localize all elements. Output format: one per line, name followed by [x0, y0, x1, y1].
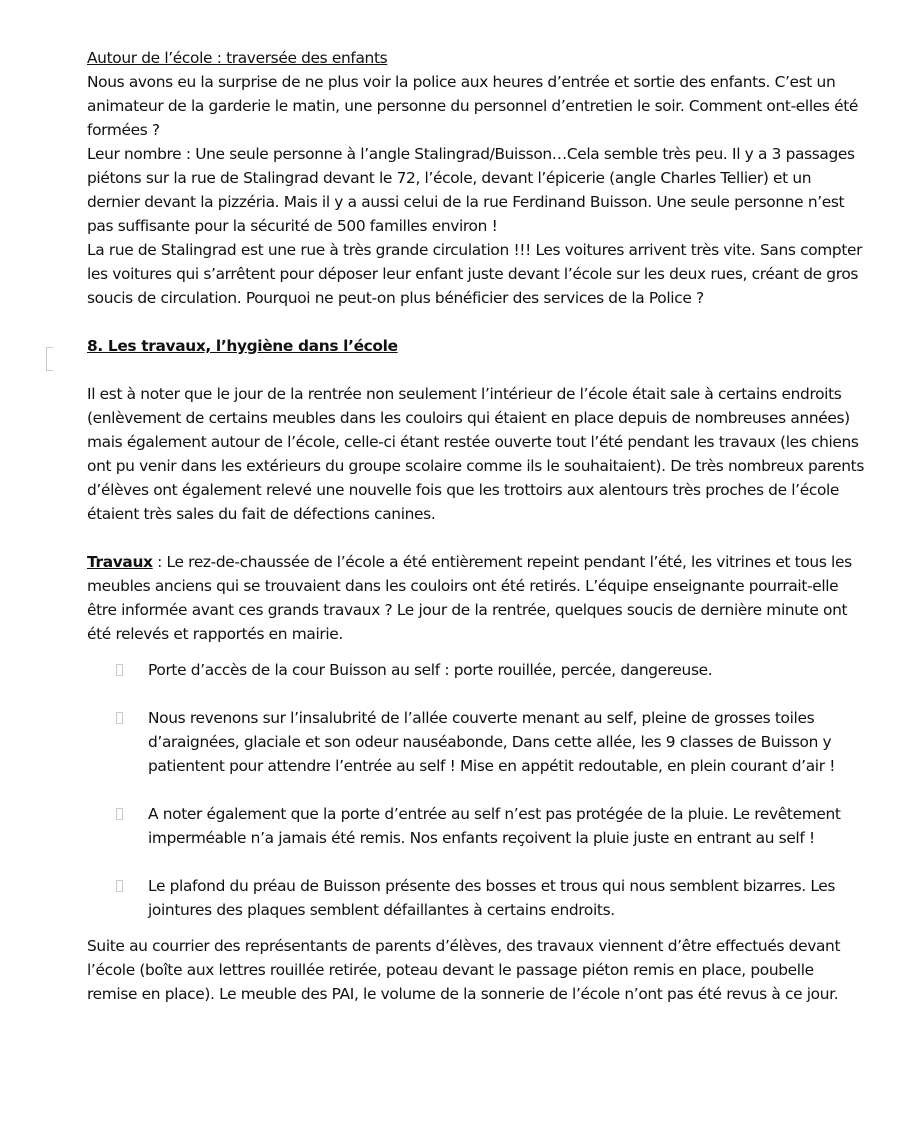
list-item: [87, 658, 867, 682]
list-item-text: Nous revenons sur l’insalubrité de l’allée couverte menant au self, pleine de grosses toiles d’araignées, glaciale et son odeur nauséabonde, Dans cette allée, les 9 classes de Buisson y patientent pour attendre l’entrée au self ! Mise en appétit redoutable, en plein courant d’air !: [148, 709, 836, 775]
works-intro-paragraph: Il est à noter que le jour de la rentrée non seulement l’intérieur de l’école était sale à certains endroits (enlèvement de certains meubles dans les couloirs qui étaient en place depuis de nombreuses années) mais également autour de l’école, celle-ci étant restée ouverte tout l’été pendant les travaux (les chiens ont pu venir dans les extérieurs du groupe scolaire comme ils le souhaitaient). De très nombreux parents d’élèves ont également relevé une nouvelle fois que les trottoirs aux alentours très proches de l’école étaient très sales du fait de défections canines.: [87, 385, 865, 523]
works-issue-list: [87, 658, 867, 922]
document-page: [87, 46, 867, 1006]
bullet-icon: [116, 808, 123, 820]
crossing-paragraph-2: Leur nombre : Une seule personne à l’angle Stalingrad/Buisson…Cela semble très peu. Il y a 3 passages piétons sur la rue de Stalingrad devant le 72, l’école, devant l’épicerie (angle Charles Tellier) et un dernier devant la pizzéria. Mais il y a aussi celui de la rue Ferdinand Buisson. Une seule personne n’est pas suffisante pour la sécurité de 500 familles environ !: [87, 145, 855, 235]
list-item-text: A noter également que la porte d’entrée au self n’est pas protégée de la pluie. Le revêtement imperméable n’a jamais été remis. Nos enfants reçoivent la pluie juste en entrant au self !: [148, 805, 841, 847]
travaux-paragraph: [87, 550, 867, 646]
margin-bracket-mark: [46, 347, 53, 371]
crossing-paragraph-1: Nous avons eu la surprise de ne plus voir la police aux heures d’entrée et sortie des enfants. C’est un animateur de la garderie le matin, une personne du personnel d’entretien le soir. Comment ont-elles été formées ?: [87, 73, 858, 139]
section-heading-crossing: Autour de l’école : traversée des enfants: [87, 49, 388, 67]
bullet-icon: [116, 712, 123, 724]
list-item: [87, 802, 867, 850]
travaux-label: Travaux: [87, 553, 153, 571]
closing-paragraph: Suite au courrier des représentants de parents d’élèves, des travaux viennent d’être effectués devant l’école (boîte aux lettres rouillée retirée, poteau devant le passage piéton remis en place, poubelle remise en place). Le meuble des PAI, le volume de la sonnerie de l’école n’ont pas été revus à ce jour.: [87, 937, 841, 1003]
list-item: [87, 706, 867, 778]
travaux-text: : Le rez-de-chaussée de l’école a été entièrement repeint pendant l’été, les vitrines et tous les meubles anciens qui se trouvaient dans les couloirs ont été retirés. L’équipe enseignante pourrait-elle être informée avant ces grands travaux ? Le jour de la rentrée, quelques soucis de dernière minute ont été relevés et rapportés en mairie.: [87, 553, 852, 643]
section-heading-works: 8. Les travaux, l’hygiène dans l’école: [87, 337, 398, 355]
list-item: [87, 874, 867, 922]
bullet-icon: [116, 880, 123, 892]
bullet-icon: [116, 664, 123, 676]
list-item-text: Le plafond du préau de Buisson présente des bosses et trous qui nous semblent bizarres. Les jointures des plaques semblent défaillantes à certains endroits.: [148, 877, 836, 919]
list-item-text: Porte d’accès de la cour Buisson au self : porte rouillée, percée, dangereuse.: [148, 661, 713, 679]
crossing-paragraph-3: La rue de Stalingrad est une rue à très grande circulation !!! Les voitures arrivent très vite. Sans compter les voitures qui s’arrêtent pour déposer leur enfant juste devant l’école sur les deux rues, créant de gros soucis de circulation. Pourquoi ne peut-on plus bénéficier des services de la Police ?: [87, 241, 863, 307]
